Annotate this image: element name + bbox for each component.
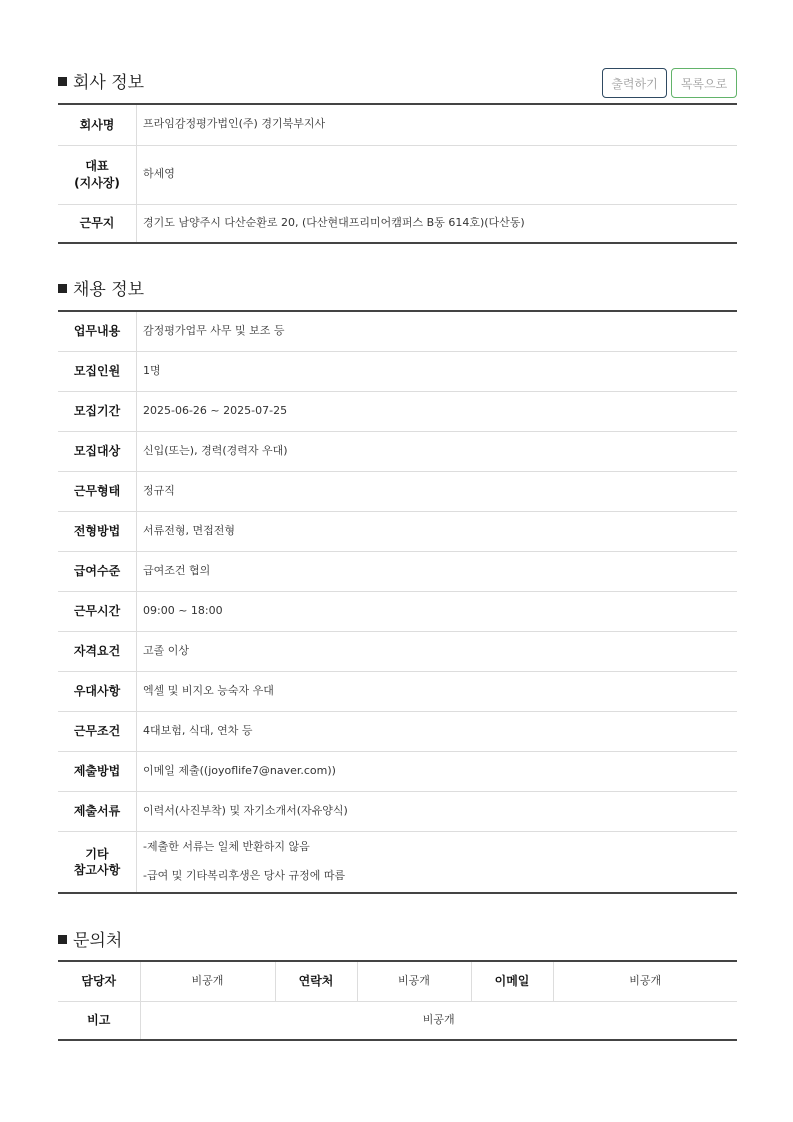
work-conditions-value: 4대보험, 식대, 연차 등 xyxy=(137,711,738,751)
submission-method-value: 이메일 제출((joyoflife7@naver.com)) xyxy=(137,751,738,791)
table-row xyxy=(58,351,737,391)
qualification-value: 고졸 이상 xyxy=(137,631,738,671)
table-row xyxy=(58,711,737,751)
square-bullet-icon xyxy=(58,284,67,293)
square-bullet-icon xyxy=(58,77,67,86)
submission-method-label: 제출방법 xyxy=(58,751,137,791)
table-row xyxy=(58,751,737,791)
table-row xyxy=(58,511,737,551)
company-section-title xyxy=(58,68,144,93)
work-hours-value: 09:00 ~ 18:00 xyxy=(137,591,738,631)
employment-type-value: 정규직 xyxy=(137,471,738,511)
notes-value xyxy=(137,831,738,893)
table-row xyxy=(58,671,737,711)
notes-label-line2: 참고사항 xyxy=(73,862,121,877)
period-label: 모집기간 xyxy=(58,391,137,431)
recruit-section-title xyxy=(58,275,144,300)
representative-label-line2: (지사장) xyxy=(74,175,120,190)
documents-label: 제출서류 xyxy=(58,791,137,831)
notes-label-line1: 기타 xyxy=(85,846,109,861)
table-row xyxy=(58,831,737,893)
selection-method-label: 전형방법 xyxy=(58,511,137,551)
target-label: 모집대상 xyxy=(58,431,137,471)
table-row xyxy=(58,1001,737,1040)
notes-line1: -제출한 서류는 일체 반환하지 않음 xyxy=(143,839,310,853)
recruit-info-table xyxy=(58,310,737,894)
table-row xyxy=(58,104,737,145)
salary-label: 급여수준 xyxy=(58,551,137,591)
job-description-value: 감정평가업무 사무 및 보조 등 xyxy=(137,311,738,351)
company-info-table xyxy=(58,103,737,244)
contact-section-title-text: 문의처 xyxy=(73,931,123,951)
work-hours-label: 근무시간 xyxy=(58,591,137,631)
table-row xyxy=(58,145,737,204)
period-value: 2025-06-26 ~ 2025-07-25 xyxy=(137,391,738,431)
qualification-label: 자격요건 xyxy=(58,631,137,671)
notes-label xyxy=(58,831,137,893)
remark-value: 비공개 xyxy=(422,1012,455,1026)
table-row xyxy=(58,311,737,351)
email-value: 비공개 xyxy=(553,961,737,1001)
table-row xyxy=(58,204,737,243)
print-button[interactable]: 출력하기 xyxy=(602,68,667,98)
salary-value: 급여조건 협의 xyxy=(137,551,738,591)
workplace-label: 근무지 xyxy=(58,204,137,243)
back-to-list-button[interactable]: 목록으로 xyxy=(671,68,737,98)
contact-table xyxy=(58,960,737,1041)
table-row xyxy=(58,551,737,591)
manager-value: 비공개 xyxy=(140,961,275,1001)
table-row xyxy=(58,431,737,471)
headcount-label: 모집인원 xyxy=(58,351,137,391)
notes-line2: -급여 및 기타복리후생은 당사 규정에 따름 xyxy=(143,868,346,882)
representative-label xyxy=(58,145,137,204)
representative-value: 하세영 xyxy=(137,145,738,204)
selection-method-value: 서류전형, 면접전형 xyxy=(137,511,738,551)
documents-value: 이력서(사진부착) 및 자기소개서(자유양식) xyxy=(137,791,738,831)
square-bullet-icon xyxy=(58,935,67,944)
table-row xyxy=(58,791,737,831)
target-value: 신입(또는), 경력(경력자 우대) xyxy=(137,431,738,471)
table-row xyxy=(58,591,737,631)
employment-type-label: 근무형태 xyxy=(58,471,137,511)
contact-section-title xyxy=(58,926,122,951)
representative-label-line1: 대표 xyxy=(85,159,109,174)
work-conditions-label: 근무조건 xyxy=(58,711,137,751)
company-name-value: 프라임감정평가법인(주) 경기북부지사 xyxy=(137,104,738,145)
manager-label: 담당자 xyxy=(58,961,140,1001)
email-label: 이메일 xyxy=(471,961,553,1001)
table-row xyxy=(58,471,737,511)
table-row xyxy=(58,391,737,431)
phone-value: 비공개 xyxy=(357,961,471,1001)
company-name-label: 회사명 xyxy=(58,104,137,145)
recruit-section-title-text: 채용 정보 xyxy=(73,280,145,300)
table-row xyxy=(58,631,737,671)
preference-label: 우대사항 xyxy=(58,671,137,711)
remark-label: 비고 xyxy=(58,1001,140,1040)
workplace-value: 경기도 남양주시 다산순환로 20, (다산현대프리미어캠퍼스 B동 614호)(다산동) xyxy=(143,215,525,229)
phone-label: 연락처 xyxy=(275,961,357,1001)
headcount-value: 1명 xyxy=(137,351,738,391)
table-row xyxy=(58,961,737,1001)
company-section-title-text: 회사 정보 xyxy=(73,73,145,93)
job-description-label: 업무내용 xyxy=(58,311,137,351)
preference-value: 엑셀 및 비지오 능숙자 우대 xyxy=(137,671,738,711)
